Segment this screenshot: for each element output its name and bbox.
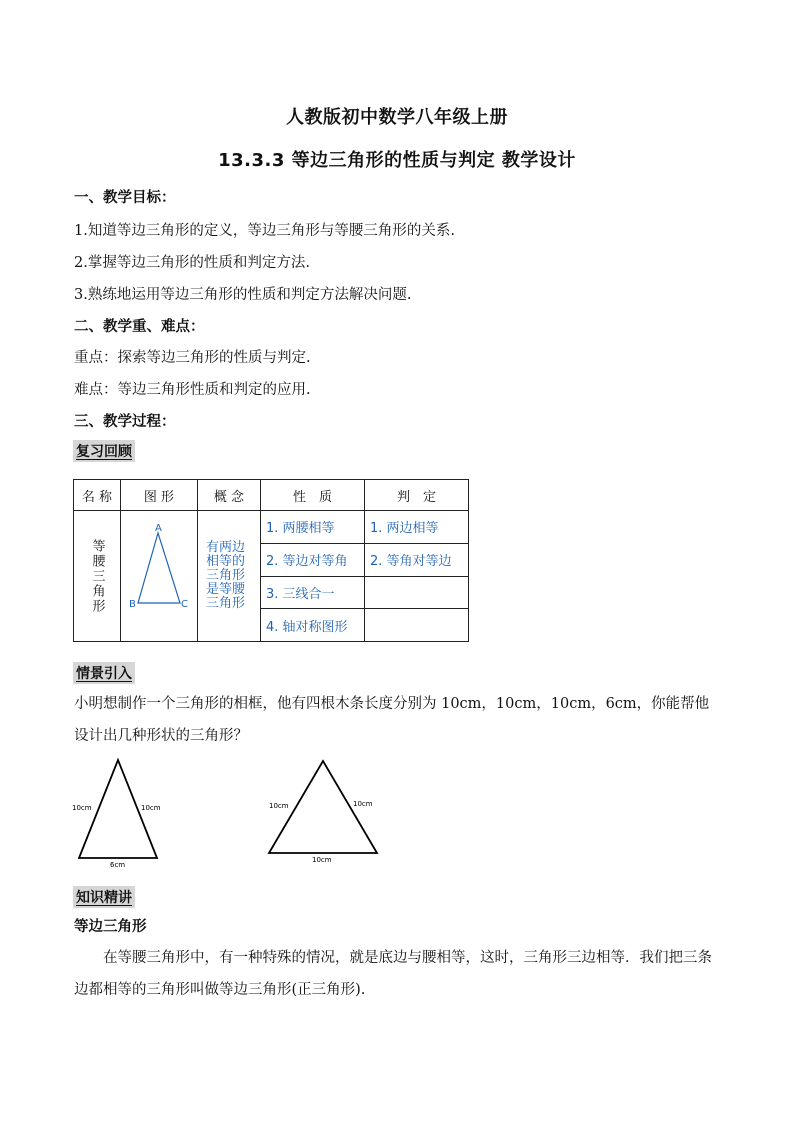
tri1-left-label: 10cm bbox=[72, 804, 92, 812]
criteria-4 bbox=[365, 609, 469, 642]
cell-shape-name bbox=[74, 511, 121, 642]
equilateral-triangle-sample bbox=[269, 761, 377, 864]
header-concept: 概 念 bbox=[198, 480, 261, 511]
property-3: 3. 三线合一 bbox=[261, 576, 365, 609]
review-tag: 复习回顾 bbox=[73, 440, 135, 462]
key-points-heading: 二、教学重、难点： bbox=[74, 319, 205, 335]
shape-name: 等腰三角形 bbox=[89, 538, 105, 614]
vertex-c-label: C bbox=[181, 599, 188, 610]
objective-item-1: 1.知道等边三角形的定义，等边三角形与等腰三角形的关系. bbox=[74, 223, 455, 239]
cell-figure bbox=[121, 511, 198, 642]
review-table bbox=[73, 479, 469, 642]
triangle-figures bbox=[70, 756, 390, 872]
vertex-b-label: B bbox=[129, 599, 136, 610]
vertex-a-label: A bbox=[155, 523, 162, 534]
table-row bbox=[74, 511, 469, 544]
header-name: 名 称 bbox=[74, 480, 121, 511]
header-figure: 图 形 bbox=[121, 480, 198, 511]
header-property: 性 质 bbox=[261, 480, 365, 511]
cell-concept bbox=[198, 511, 261, 642]
key-point-text: 重点：探索等边三角形的性质与判定. bbox=[74, 350, 311, 366]
process-heading: 三、教学过程： bbox=[74, 414, 176, 430]
concept-text: 有两边相等的三角形是等腰三角形 bbox=[206, 540, 246, 611]
tri2-base-label: 10cm bbox=[312, 856, 332, 864]
objective-item-3: 3.熟练地运用等边三角形的性质和判定方法解决问题. bbox=[74, 287, 412, 303]
tri1-base-label: 6cm bbox=[110, 861, 126, 869]
isosceles-triangle-figure bbox=[121, 511, 197, 637]
scenario-text: 小明想制作一个三角形的相框，他有四根木条长度分别为 10cm，10cm，10cm，6cm，你能帮他设计出几种形状的三角形？ bbox=[74, 696, 710, 744]
document-subtitle: 13.3.3 等边三角形的性质与判定 教学设计 bbox=[218, 150, 576, 171]
tri1-right-label: 10cm bbox=[141, 804, 161, 812]
table-header-row bbox=[74, 480, 469, 511]
isosceles-triangle-sample bbox=[72, 760, 161, 869]
knowledge-tag: 知识精讲 bbox=[73, 886, 135, 908]
property-4: 4. 轴对称图形 bbox=[261, 609, 365, 642]
objective-item-2: 2.掌握等边三角形的性质和判定方法. bbox=[74, 255, 310, 271]
criteria-3 bbox=[365, 576, 469, 609]
criteria-2: 2. 等角对等边 bbox=[365, 543, 469, 576]
knowledge-text: 在等腰三角形中，有一种特殊的情况，就是底边与腰相等，这时，三角形三边相等．我们把三条边都相等的三角形叫做等边三角形(正三角形). bbox=[74, 950, 712, 998]
scenario-tag: 情景引入 bbox=[73, 662, 135, 684]
knowledge-subheading: 等边三角形 bbox=[74, 919, 147, 935]
difficulty-text: 难点：等边三角形性质和判定的应用. bbox=[74, 382, 311, 398]
document-title: 人教版初中数学八年级上册 bbox=[286, 107, 508, 128]
property-1: 1. 两腰相等 bbox=[261, 511, 365, 544]
tri2-right-label: 10cm bbox=[353, 800, 373, 808]
objectives-heading: 一、教学目标： bbox=[74, 190, 176, 206]
tri2-left-label: 10cm bbox=[269, 802, 289, 810]
header-criteria: 判 定 bbox=[365, 480, 469, 511]
criteria-1: 1. 两边相等 bbox=[365, 511, 469, 544]
property-2: 2. 等边对等角 bbox=[261, 543, 365, 576]
